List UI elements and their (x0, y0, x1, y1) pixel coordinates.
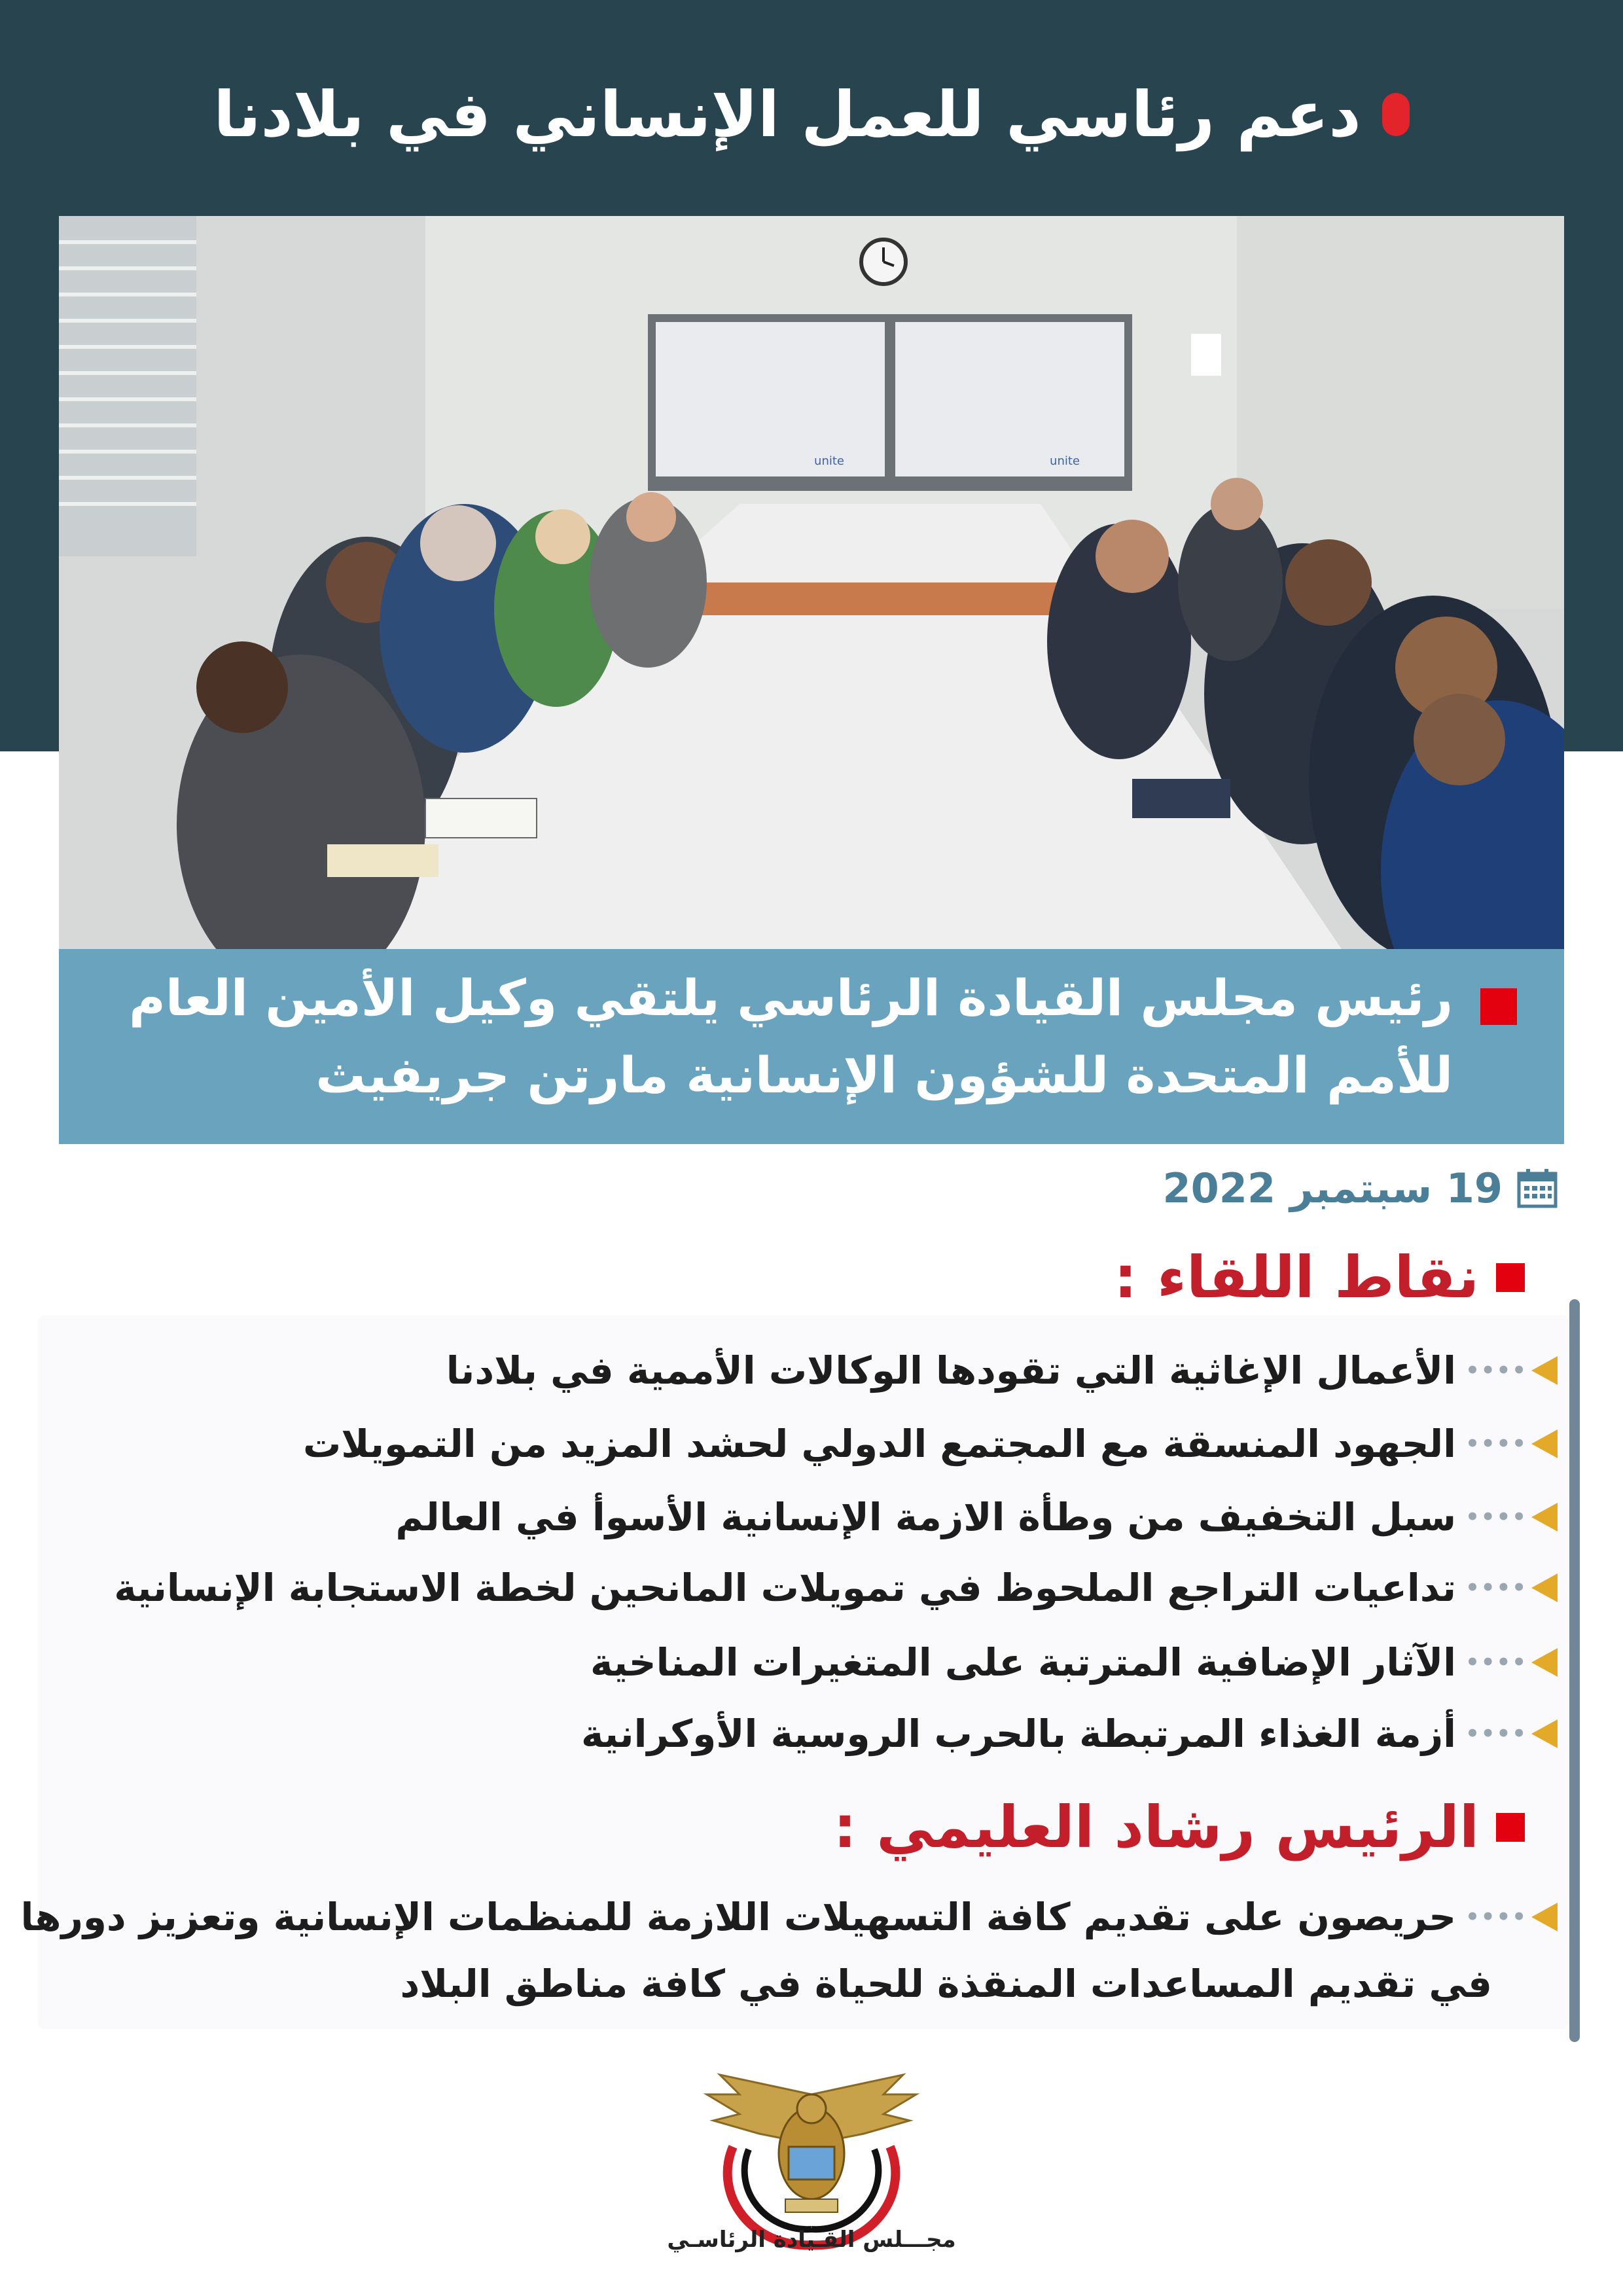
triangle-arrow-icon: •••• (1465, 1903, 1558, 1931)
list-item (590, 1640, 1558, 1685)
list-item-text: الجهود المنسقة مع المجتمع الدولي لحشد المزيد من التمويلات (302, 1422, 1457, 1466)
triangle-arrow-icon: •••• (1465, 1503, 1558, 1532)
triangle-arrow-icon: •••• (1465, 1429, 1558, 1458)
meeting-photo (59, 216, 1564, 949)
president-heading (833, 1793, 1525, 1861)
emblem-label: مجـــلس القـيادة الرئاسـي (667, 2227, 956, 2253)
date-day-month: 19 سبتمبر (1290, 1164, 1503, 1212)
list-item-text: الآثار الإضافية المترتبة على المتغيرات المناخية (590, 1640, 1457, 1685)
page-header (0, 65, 1623, 164)
calendar-icon (1517, 1168, 1558, 1208)
list-item (446, 1348, 1558, 1393)
president-heading-text: الرئيس رشاد العليمي : (833, 1793, 1479, 1861)
heading-square-icon (1496, 1263, 1525, 1292)
list-item (303, 1422, 1558, 1466)
list-item (114, 1566, 1558, 1610)
caption-square-icon (1480, 988, 1517, 1025)
panel-scrollbar[interactable] (1569, 1299, 1580, 2042)
date-year: 2022 (1162, 1164, 1276, 1212)
page-title: دعم رئاسي للعمل الإنساني في بلادنا (213, 78, 1361, 151)
caption-band (59, 949, 1564, 1144)
triangle-arrow-icon: •••• (1465, 1573, 1558, 1602)
triangle-arrow-icon: •••• (1465, 1719, 1558, 1748)
meeting-points-heading (1114, 1244, 1525, 1311)
meeting-photo-illustration (59, 216, 1564, 949)
triangle-arrow-icon: •••• (1465, 1648, 1558, 1677)
list-item-text: تداعيات التراجع الملحوظ في تمويلات المانحين لخطة الاستجابة الإنسانية (114, 1566, 1457, 1610)
list-item (581, 1712, 1558, 1756)
screen-brand-right: unite (1050, 454, 1080, 468)
president-quote-line-1: حريصون على تقديم كافة التسهيلات اللازمة للمنظمات الإنسانية وتعزيز دورها (20, 1895, 1457, 1939)
list-item-text: سبل التخفيف من وطأة الازمة الإنسانية الأسوأ في العالم (395, 1495, 1457, 1539)
meeting-points-heading-text: نقاط اللقاء : (1114, 1244, 1479, 1311)
president-quote (20, 1895, 1558, 1939)
triangle-arrow-icon: •••• (1465, 1356, 1558, 1385)
heading-square-icon (1496, 1813, 1525, 1842)
list-item-text: الأعمال الإغاثية التي تقودها الوكالات الأممية في بلادنا (446, 1348, 1457, 1393)
screen-brand-left: unite (814, 454, 844, 468)
header-dot-icon (1382, 93, 1410, 136)
caption-line-1: رئيس مجلس القيادة الرئاسي يلتقي وكيل الأمين العام (129, 969, 1453, 1027)
date-row (1163, 1155, 1558, 1221)
president-quote-line-2: في تقديم المساعدات المنقذة للحياة في كافة مناطق البلاد (400, 1962, 1492, 2006)
list-item (395, 1495, 1558, 1539)
list-item-text: أزمة الغذاء المرتبطة بالحرب الروسية الأوكرانية (580, 1712, 1457, 1756)
caption-line-2: للأمم المتحدة للشؤون الإنسانية مارتن جريفيث (315, 1046, 1453, 1104)
